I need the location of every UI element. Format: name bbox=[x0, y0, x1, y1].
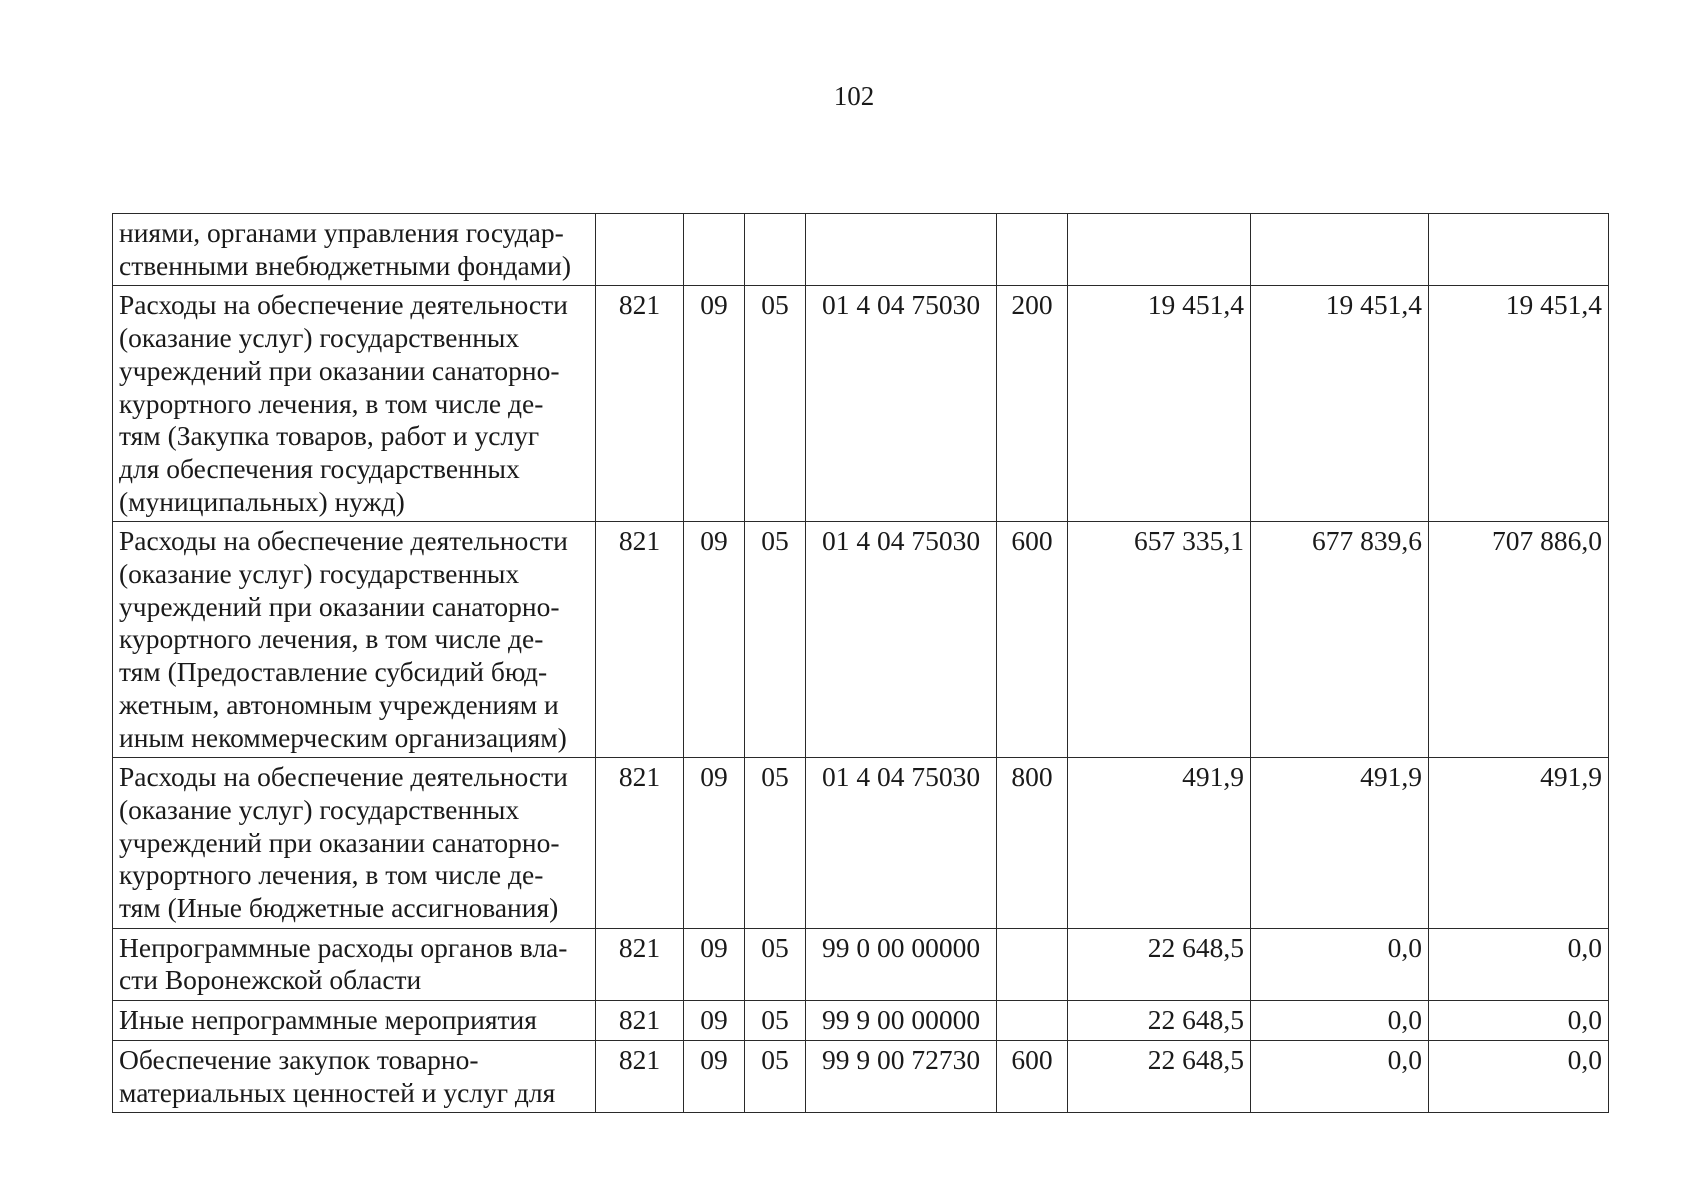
subsection-code-cell: 05 bbox=[745, 758, 806, 929]
amount-year1-cell bbox=[1068, 214, 1251, 286]
section-code-cell: 09 bbox=[684, 1040, 745, 1112]
grbs-code-cell: 821 bbox=[596, 758, 684, 929]
amount-year3-cell: 0,0 bbox=[1429, 1001, 1609, 1041]
target-article-cell: 01 4 04 75030 bbox=[806, 758, 997, 929]
amount-year2-cell: 0,0 bbox=[1251, 1040, 1429, 1112]
amount-year2-cell: 491,9 bbox=[1251, 758, 1429, 929]
target-article-cell bbox=[806, 214, 997, 286]
table-row bbox=[113, 522, 1609, 758]
amount-year1-cell: 22 648,5 bbox=[1068, 928, 1251, 1000]
target-article-cell: 99 9 00 00000 bbox=[806, 1001, 997, 1041]
grbs-code-cell: 821 bbox=[596, 928, 684, 1000]
expense-name-cell: Обеспечение закупок товарно- материальных ценностей и услуг для bbox=[113, 1040, 596, 1112]
section-code-cell bbox=[684, 214, 745, 286]
subsection-code-cell: 05 bbox=[745, 1001, 806, 1041]
section-code-cell: 09 bbox=[684, 1001, 745, 1041]
expense-name-cell: Расходы на обеспечение деятельности (оказание услуг) государственных учреждений при оказании санаторно- курортного лечения, в том числе де- тям (Закупка товаров, работ и услуг для обеспечения государственных (муниципальных) нужд) bbox=[113, 286, 596, 522]
subsection-code-cell bbox=[745, 214, 806, 286]
amount-year2-cell: 19 451,4 bbox=[1251, 286, 1429, 522]
amount-year1-cell: 657 335,1 bbox=[1068, 522, 1251, 758]
expense-name-cell: Расходы на обеспечение деятельности (оказание услуг) государственных учреждений при оказании санаторно- курортного лечения, в том числе де- тям (Иные бюджетные ассигнования) bbox=[113, 758, 596, 929]
target-article-cell: 01 4 04 75030 bbox=[806, 522, 997, 758]
amount-year1-cell: 22 648,5 bbox=[1068, 1040, 1251, 1112]
grbs-code-cell: 821 bbox=[596, 1001, 684, 1041]
target-article-cell: 99 0 00 00000 bbox=[806, 928, 997, 1000]
target-article-cell: 99 9 00 72730 bbox=[806, 1040, 997, 1112]
amount-year3-cell: 0,0 bbox=[1429, 928, 1609, 1000]
expense-type-cell: 200 bbox=[997, 286, 1068, 522]
table-row bbox=[113, 214, 1609, 286]
grbs-code-cell: 821 bbox=[596, 522, 684, 758]
grbs-code-cell bbox=[596, 214, 684, 286]
expense-type-cell: 600 bbox=[997, 1040, 1068, 1112]
amount-year2-cell: 677 839,6 bbox=[1251, 522, 1429, 758]
expense-type-cell: 600 bbox=[997, 522, 1068, 758]
amount-year3-cell: 707 886,0 bbox=[1429, 522, 1609, 758]
section-code-cell: 09 bbox=[684, 928, 745, 1000]
subsection-code-cell: 05 bbox=[745, 286, 806, 522]
expense-name-cell: Непрограммные расходы органов вла- сти Воронежской области bbox=[113, 928, 596, 1000]
amount-year1-cell: 22 648,5 bbox=[1068, 1001, 1251, 1041]
section-code-cell: 09 bbox=[684, 758, 745, 929]
amount-year2-cell: 0,0 bbox=[1251, 928, 1429, 1000]
table-row bbox=[113, 928, 1609, 1000]
subsection-code-cell: 05 bbox=[745, 1040, 806, 1112]
table-row bbox=[113, 1001, 1609, 1041]
subsection-code-cell: 05 bbox=[745, 522, 806, 758]
grbs-code-cell: 821 bbox=[596, 286, 684, 522]
target-article-cell: 01 4 04 75030 bbox=[806, 286, 997, 522]
expense-name-cell: ниями, органами управления государ- ственными внебюджетными фондами) bbox=[113, 214, 596, 286]
expense-name-cell: Иные непрограммные мероприятия bbox=[113, 1001, 596, 1041]
amount-year3-cell: 19 451,4 bbox=[1429, 286, 1609, 522]
amount-year1-cell: 19 451,4 bbox=[1068, 286, 1251, 522]
section-code-cell: 09 bbox=[684, 522, 745, 758]
amount-year2-cell: 0,0 bbox=[1251, 1001, 1429, 1041]
table-row bbox=[113, 1040, 1609, 1112]
expense-type-cell bbox=[997, 1001, 1068, 1041]
table-row bbox=[113, 758, 1609, 929]
expense-type-cell: 800 bbox=[997, 758, 1068, 929]
amount-year2-cell bbox=[1251, 214, 1429, 286]
subsection-code-cell: 05 bbox=[745, 928, 806, 1000]
expense-type-cell bbox=[997, 928, 1068, 1000]
section-code-cell: 09 bbox=[684, 286, 745, 522]
table-row bbox=[113, 286, 1609, 522]
budget-expenditure-table bbox=[112, 213, 1609, 1113]
amount-year3-cell bbox=[1429, 214, 1609, 286]
amount-year3-cell: 491,9 bbox=[1429, 758, 1609, 929]
amount-year3-cell: 0,0 bbox=[1429, 1040, 1609, 1112]
expense-name-cell: Расходы на обеспечение деятельности (оказание услуг) государственных учреждений при оказании санаторно- курортного лечения, в том числе де- тям (Предоставление субсидий бюд- жетным, автономным учреждениям и иным некоммерческим организациям) bbox=[113, 522, 596, 758]
amount-year1-cell: 491,9 bbox=[1068, 758, 1251, 929]
page-number: 102 bbox=[833, 81, 875, 111]
expense-type-cell bbox=[997, 214, 1068, 286]
grbs-code-cell: 821 bbox=[596, 1040, 684, 1112]
